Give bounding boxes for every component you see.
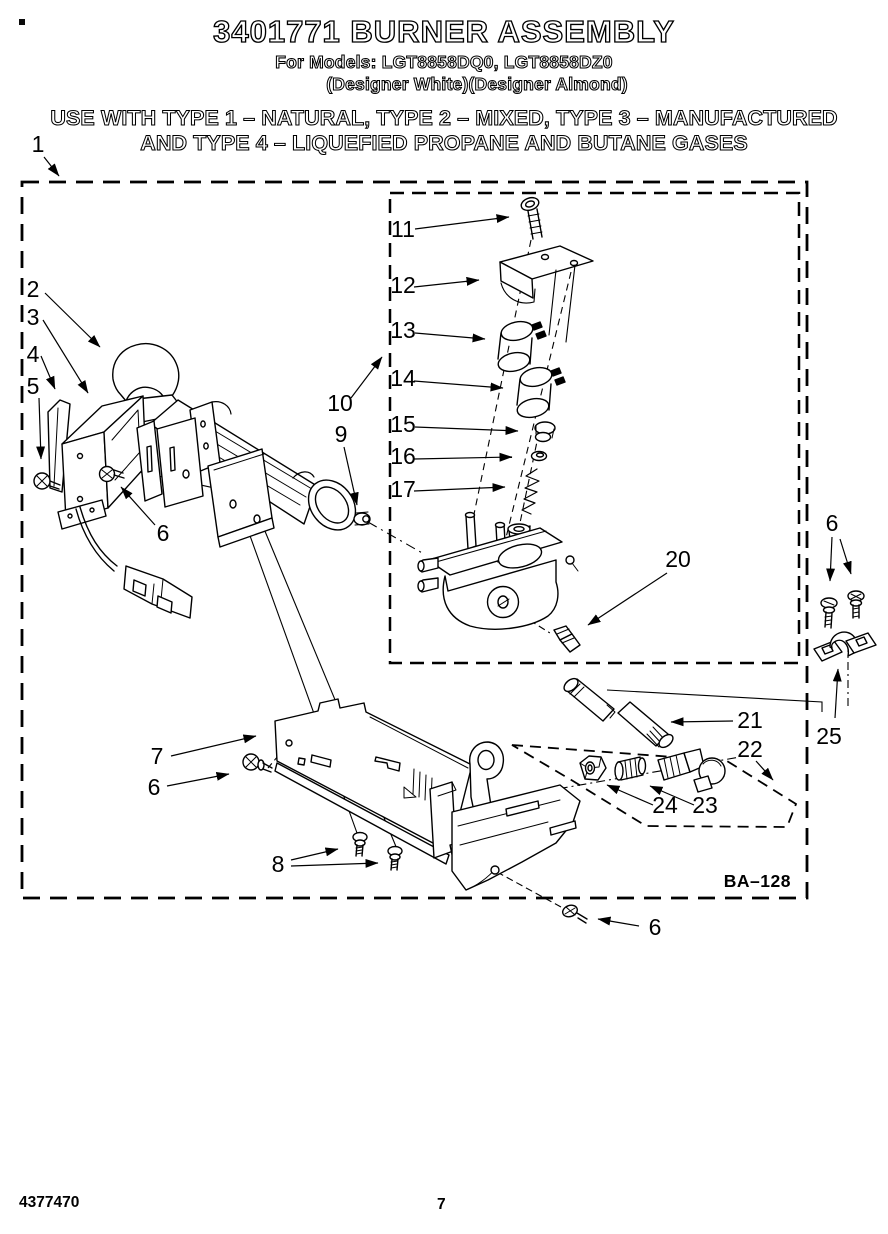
callout-6-right: 6 <box>825 510 839 536</box>
screw-8-b <box>388 847 402 871</box>
gas-pipe-21 <box>562 676 676 750</box>
callout-25: 25 <box>816 723 842 749</box>
callout-17: 17 <box>390 476 416 502</box>
callout-21: 21 <box>737 707 763 733</box>
mounting-screw-11 <box>520 196 542 239</box>
screw-6-right-b <box>848 591 864 618</box>
callout-4: 4 <box>26 341 40 367</box>
page-title: 3401771 BURNER ASSEMBLY <box>213 14 675 49</box>
gas-type-line-2: AND TYPE 4 – LIQUEFIED PROPANE AND BUTANE GASES <box>140 131 748 156</box>
callout-6-bracket: 6 <box>147 774 161 800</box>
callout-2: 2 <box>26 276 40 302</box>
fitting-23 <box>615 757 646 780</box>
callout-1: 1 <box>31 131 45 157</box>
callout-6-igniter: 6 <box>156 520 170 546</box>
exploded-parts <box>34 196 876 923</box>
callout-9: 9 <box>334 421 348 447</box>
callout-11: 11 <box>391 216 415 242</box>
gas-valve-body <box>418 513 578 630</box>
callout-24: 24 <box>652 792 678 818</box>
callout-20: 20 <box>665 546 691 572</box>
valve-spring-17 <box>522 469 539 514</box>
callout-23: 23 <box>692 792 718 818</box>
callout-12: 12 <box>390 272 416 298</box>
flare-nut-24 <box>580 756 606 780</box>
callout-22: 22 <box>737 736 763 762</box>
footer-page-number: 7 <box>437 1196 446 1213</box>
finish-line: (Designer White)(Designer Almond) <box>326 73 628 94</box>
screw-axis-bottom <box>497 872 561 907</box>
burner-orifice <box>354 512 370 525</box>
solenoid-coil-13 <box>496 319 546 374</box>
pipe-reference-line <box>607 690 822 712</box>
screw-8-a <box>353 833 367 857</box>
callout-5: 5 <box>26 373 40 399</box>
screw-6-bracket <box>243 754 272 772</box>
solenoid-coil-14 <box>515 365 565 420</box>
pipe-clamp-25 <box>814 632 876 661</box>
footer-part-number: 4377470 <box>19 1194 80 1211</box>
callout-6-bottom: 6 <box>648 914 662 940</box>
drawing-code: BA–128 <box>723 871 791 891</box>
gas-type-line-1: USE WITH TYPE 1 – NATURAL, TYPE 2 – MIXED, TYPE 3 – MANUFACTURED <box>50 105 838 130</box>
callout-3: 3 <box>26 304 40 330</box>
callout-15: 15 <box>390 411 416 437</box>
screw-6-right-a <box>821 598 837 628</box>
valve-grommet-15 <box>535 422 555 442</box>
callout-14: 14 <box>390 365 416 391</box>
screw-6-bottom <box>561 903 587 923</box>
callout-16: 16 <box>390 443 416 469</box>
callout-8: 8 <box>271 851 285 877</box>
models-line: For Models: LGT8858DQ0, LGT8858DZ0 <box>275 51 613 72</box>
burner-flange-plates <box>190 402 274 547</box>
callout-7: 7 <box>150 743 164 769</box>
callout-10: 10 <box>327 390 353 416</box>
igniter-wire-plug <box>76 507 192 618</box>
valve-fitting-20 <box>554 626 580 652</box>
valve-seat-16 <box>532 452 547 461</box>
callout-13: 13 <box>390 317 416 343</box>
shutoff-fitting-22 <box>658 749 725 792</box>
